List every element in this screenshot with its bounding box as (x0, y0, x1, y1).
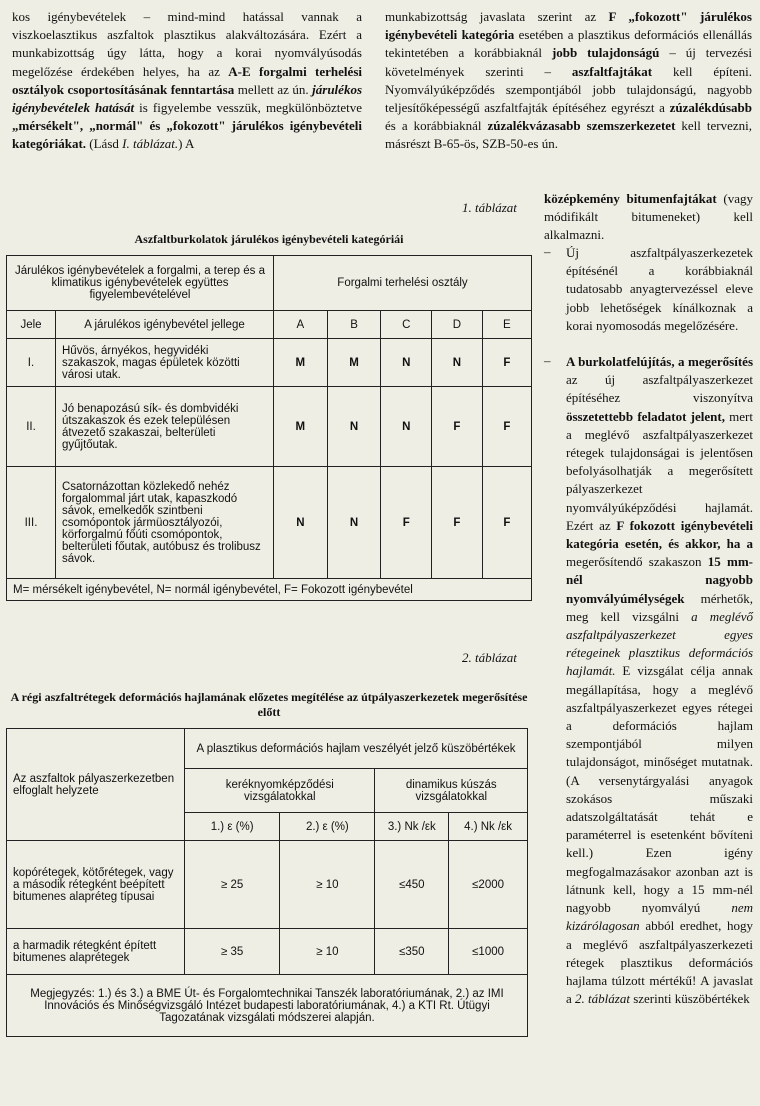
right-intro-paragraph (385, 8, 752, 188)
text-run: jobb tulajdonságú (551, 45, 660, 61)
table2-col: 3.) Nk /εk (375, 813, 449, 841)
text-run: szerinti küszöbértékek (629, 991, 750, 1007)
text-run: kos igénybevételek – mind-mind hatással vannak a viszkoelasztikus aszfaltok plasztikus alakváltozására. Ezért a munkabizottság úgy látta, hogy a korai nyomvályúsodás megelőzése érdekében helyes, ha az (12, 9, 362, 79)
text-run: kell tervezni, másrészt B-65-ös, SZB-50-es ún. (385, 118, 753, 152)
table1-class-header: B (327, 311, 381, 339)
text-run: megerősítendő szakaszon (566, 554, 708, 570)
cell: N (327, 467, 381, 579)
text-run: mellett az ún. (234, 81, 313, 97)
table-row (7, 467, 532, 579)
cell: ≥ 10 (280, 841, 375, 929)
text-run: E vizsgálat célja annak megállapítása, hogy a meglévő aszfaltpályaszerkezet egyes rétegei a deformációs hajlam szempontjából milyen tulajdonságot, minőséget mutatnak. (A versenytárgyalási anyagok szokásos műszaki adatszolgáltatását tehát e paraméterrel is esetenként bővíteni kell.) Ezen igény megfogalmazásakor azonban azt is látnunk kell, hogy a 15 mm-nél nagyobb nyomvályú (566, 663, 753, 916)
text-run: I. táblázat. (122, 136, 179, 152)
text-run: nem kizárólagosan (566, 900, 753, 934)
table-row (7, 339, 532, 387)
text-run: A burkolatfelújítás, a megerősítés (566, 354, 753, 369)
table2-title: A régi aszfaltrétegek deformációs hajlamának előzetes megítélése az útpályaszerkezetek megerősítése előtt (10, 690, 528, 719)
cell: F (381, 467, 432, 579)
table1-label: 1. táblázat (462, 200, 517, 215)
table1-head-right: Forgalmi terhelési osztály (274, 256, 532, 311)
table-row (7, 387, 532, 467)
text-run: is figyelembe vesszük, megkülönböztetve (134, 100, 362, 116)
text-run: (Lásd (86, 136, 123, 152)
table2 (6, 728, 528, 1037)
text-run: a meglévő aszfaltpályaszerkezet egyes rétegeinek plasztikus deformációs hajlamát. (566, 608, 753, 679)
cell: N (327, 387, 381, 467)
cell: ≥ 10 (280, 929, 375, 975)
text-run: mert a meglévő aszfaltpályaszerkezet rétegek tulajdonságai is jelentősen befolyásolhatják a megerősített pályaszerkezet nyomvályúképződési hajlamát. Ezért az (566, 408, 753, 533)
text-run: 15 mm-nél nagyobb nyomvályúmélységek (566, 554, 753, 606)
table2-label: 2. táblázat (462, 650, 517, 665)
bullet-dash: – (544, 353, 551, 368)
cell: ≤350 (375, 929, 449, 975)
text-run: ) A (178, 136, 195, 152)
table1-title: Aszfaltburkolatok járulékos igénybevételi kategóriái (134, 232, 404, 246)
text-run: összetettebb feladatot jelent, (566, 408, 725, 424)
row-id: I. (7, 339, 56, 387)
text-run: esetében a plasztikus deformációs ellenállás tekintetében a korábbiaknál (385, 27, 752, 61)
table-row (7, 929, 528, 975)
text-run: – új tervezési követelmények szerinti – (385, 45, 752, 79)
cell: F (482, 339, 531, 387)
text-run: abból eredhet, hogy a meglévő aszfaltpályaszerkezeti rétegek plasztikus deformációs hajlama túlzott mértékű! A javaslat a (566, 918, 753, 1007)
text-run: középkemény bitumenfajtákat (544, 191, 717, 206)
text-run: aszfaltfajtákat (571, 63, 653, 79)
table1-col-jele: Jele (7, 311, 56, 339)
text-run: mérhetők, meg kell vizsgálni (566, 590, 753, 624)
table1-col-jelleg: A járulékos igénybevétel jellege (56, 311, 274, 339)
text-run: (vagy módifikált bitumeneket) kell alkalmazni. (544, 191, 753, 243)
table-row (7, 841, 528, 929)
cell: F (432, 467, 483, 579)
row-desc: Jó benapozású sík- és dombvidéki útszakaszok és ezek településen átvezető szakaszai, belterületi gyűjtőutak. (56, 387, 274, 467)
cell: M (274, 339, 328, 387)
table1-class-header: E (482, 311, 531, 339)
left-intro-paragraph (12, 8, 362, 154)
row-desc: a harmadik rétegként épített bitumenes alaprétegek (7, 929, 185, 975)
cell: N (432, 339, 483, 387)
text-run: zúzalékvázasabb szemszerkezetet (487, 118, 676, 134)
table2-col: 1.) ε (%) (185, 813, 280, 841)
text-run: az új aszfaltpályaszerkezet építéséhez viszonyítva (566, 372, 753, 406)
table2-note: Megjegyzés: 1.) és 3.) a BME Út- és Forgalomtechnikai Tanszék laboratóriumának, 2.) az IMI Innovációs és Minőségvizsgáló Intézet budapesti laboratóriumának, 4.) a KTI Rt. Útügyi Tagozatának vizsgálati módszerei alapján. (7, 975, 528, 1037)
table2-group2: dinamikus kúszás vizsgálatokkal (375, 769, 528, 813)
cell: F (482, 467, 531, 579)
table2-group1: keréknyomképződési vizsgálatokkal (185, 769, 375, 813)
row-id: II. (7, 387, 56, 467)
table1 (6, 255, 532, 601)
cell: ≥ 35 (185, 929, 280, 975)
row-desc: Csatornázottan közlekedő nehéz forgalommal járt utak, kapaszkodó sávok, emelkedők szintbeni csomópontok jármüosztályozói, körforgalmú főúti csomópontok, belterületi főutak, autóbusz és trolibusz sávok. (56, 467, 274, 579)
row-desc: Hűvös, árnyékos, hegyvidéki szakaszok, magas épületek közötti városi utak. (56, 339, 274, 387)
table2-col: 4.) Nk /εk (449, 813, 528, 841)
cell: M (327, 339, 381, 387)
cell: N (381, 339, 432, 387)
cell: ≤1000 (449, 929, 528, 975)
text-run: és a korábbiaknál (385, 118, 488, 134)
table1-class-header: C (381, 311, 432, 339)
table1-legend: M= mérsékelt igénybevétel, N= normál igénybevétel, F= Fokozott igénybevétel (7, 579, 532, 601)
text-run: „mérsékelt", „normál" és „fokozott" járulékos igénybevételi kategóriákat. (12, 118, 362, 152)
bullet2-text (566, 353, 753, 1008)
text-run: kell építeni. Nyomvályúképződés szempontjából jobb tulajdonságú, nagyobb teljesítőképességű aszfaltfajták építéséhez egyrészt a (385, 63, 752, 116)
cell: M (274, 387, 328, 467)
text-run: munkabizottság javaslata szerint az (385, 9, 609, 24)
text-run: F „fokozott" járulékos igénybevételi kategória (385, 9, 752, 43)
table2-col: 2.) ε (%) (280, 813, 375, 841)
text-run: 2. táblázat (575, 991, 630, 1007)
cell: ≥ 25 (185, 841, 280, 929)
row-desc: kopórétegek, kötőrétegek, vagy a második rétegként beépített bitumenes alapréteg típusai (7, 841, 185, 929)
cell: N (381, 387, 432, 467)
row-id: III. (7, 467, 56, 579)
text-run: járulékos igénybevételek hatását (12, 81, 362, 116)
text-run: zúzalékdúsabb (669, 100, 752, 116)
bullet1-text: Új aszfaltpályaszerkezetek építésénél a korábbiaknál tudatosabb anyagtervezéssel eleve jobb lehetőségek kínálkoznak a korai nyomosodás megelőzésére. (566, 245, 753, 333)
right-intro-continuation (544, 190, 753, 245)
table1-head-left: Járulékos igénybevételek a forgalmi, a terep és a klimatikus igénybevételek együttes figyelembevételével (7, 256, 274, 311)
table1-class-header: D (432, 311, 483, 339)
cell: N (274, 467, 328, 579)
table1-class-header: A (274, 311, 328, 339)
cell: F (432, 387, 483, 467)
text-run: F fokozott igénybevételi kategória esetén, és akkor, ha a (566, 517, 753, 552)
cell: ≤2000 (449, 841, 528, 929)
bullet-dash: – (544, 244, 551, 259)
table2-head-top: A plasztikus deformációs hajlam veszélyét jelző küszöbértékek (185, 729, 528, 769)
cell: F (482, 387, 531, 467)
table2-head-left: Az aszfaltok pályaszerkezetben elfoglalt helyzete (7, 729, 185, 841)
text-run: A-E forgalmi terhelési osztályok csoportosításának fenntartása (12, 63, 362, 97)
cell: ≤450 (375, 841, 449, 929)
